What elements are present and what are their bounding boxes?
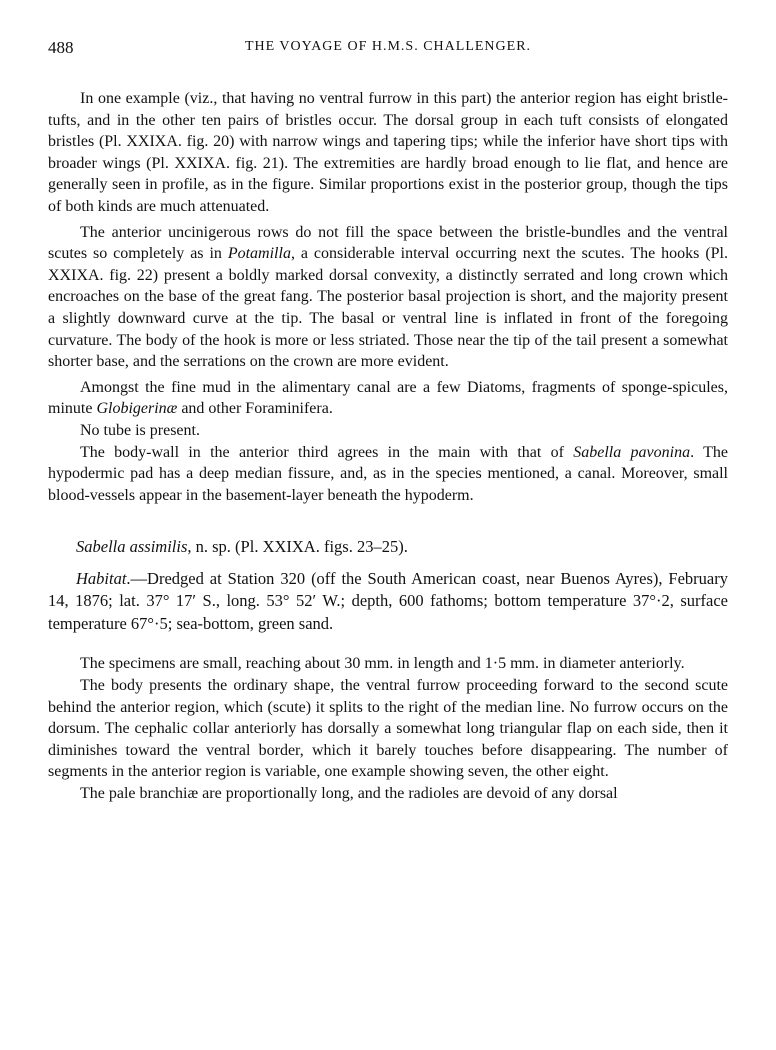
paragraph-body-shape: The body presents the ordinary shape, the ventral furrow proceeding forward to the second scute behind the anterior region, which (scute) it splits to the right of the median line. No furrow occurs on the dorsum. The cephalic collar anteriorly has dorsally a somewhat long triangular flap on each side, then it diminishes toward the ventral border, which it barely touches before disappearing. The number of segments in the anterior region is variable, one example showing seven, the other eight. [48,676,728,781]
body-text [48,88,728,805]
paragraph-tube: No tube is present. [80,421,200,439]
running-title: THE VOYAGE OF H.M.S. CHALLENGER. [244,39,532,54]
paragraph-branchiae: The pale branchiæ are proportionally long, and the radioles are devoid of any dorsal [80,784,618,802]
page-number: 488 [48,38,74,57]
paragraph-bristles: In one example (viz., that having no ventral furrow in this part) the anterior region has eight bristle-tufts, and in the other ten pairs of bristles occur. The dorsal group in each tuft consists of elongated bristles (Pl. XXIXA. fig. 20) with narrow wings and tapering tips; while the inferior have short tips with broader wings (Pl. XXIXA. fig. 21). The extremities are hardly broad enough to lie flat, and hence are generally seen in profile, as in the figure. Similar proportions exist in the posterior group, though the tips of both kinds are much attenuated. [48,90,728,215]
species-heading: Sabella assimilis, n. sp. (Pl. XXIXA. figs. 23–25). [76,537,408,557]
habitat-paragraph: Habitat.—Dredged at Station 320 (off the South American coast, near Buenos Ayres), February 14, 1876; lat. 37° 17′ S., long. 53° 52′ W.; depth, 600 fathoms; bottom temperature 37°·2, surface temperature 67°·5; sea-bottom, green sand. [48,568,728,633]
paragraph-body-wall: The body-wall in the anterior third agrees in the main with that of Sabella pavonina. The hypodermic pad has a deep median fissure, and, as in the species mentioned, a canal. Moreover, small blood-vessels appear in the basement-layer beneath the hypoderm. [48,443,728,504]
paragraph-alimentary-canal: Amongst the fine mud in the alimentary canal are a few Diatoms, fragments of sponge-spicules, minute Globigerinæ and other Foraminifera. [48,378,728,418]
paragraph-uncini: The anterior uncinigerous rows do not fill the space between the bristle-bundles and the ventral scutes so completely as in Potamilla, a considerable interval occurring next the scutes. The hooks (Pl. XXIXA. fig. 22) present a boldly marked dorsal convexity, a distinctly serrated and long crown which encroaches on the base of the great fang. The posterior basal projection is short, and the majority present a slightly downward curve at the tip. The basal or ventral line is inflated in front of the foregoing curvature. The body of the hook is more or less striated. Those near the tip of the tail present a somewhat shorter base, and the serrations on the crown are more evident. [48,223,729,371]
page-header [48,38,728,62]
paragraph-specimen-size: The specimens are small, reaching about 30 mm. in length and 1·5 mm. in diameter anteriorly. [80,655,685,673]
